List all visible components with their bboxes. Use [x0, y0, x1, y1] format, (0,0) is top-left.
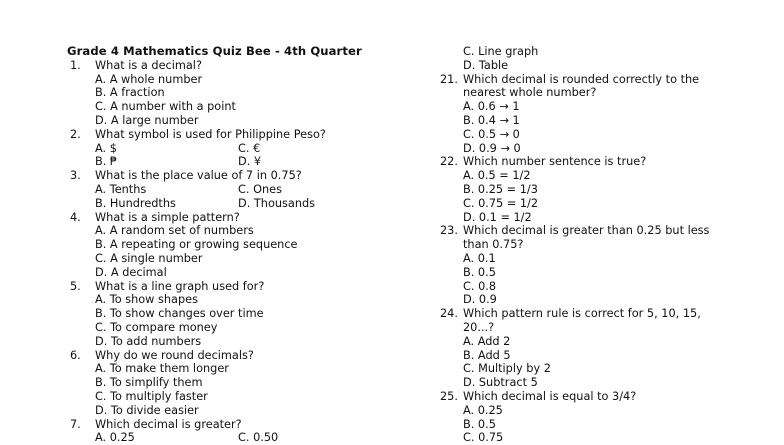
question-text: What is a decimal?	[95, 58, 202, 72]
option: B. 0.5	[463, 265, 496, 279]
question-23	[440, 224, 740, 238]
question-6	[67, 349, 427, 363]
option: B. 0.4 → 1	[463, 113, 520, 127]
option: D. 0.1 = 1/2	[463, 210, 532, 224]
question-text-continued: nearest whole number?	[463, 86, 597, 100]
option: B. 0.5	[463, 417, 496, 431]
option: C. A number with a point	[95, 100, 236, 114]
question-22	[440, 155, 740, 169]
right-column	[440, 45, 740, 445]
question-text: What symbol is used for Philippine Peso?	[95, 127, 326, 141]
question-number: 22.	[440, 155, 458, 169]
question-text: Which number sentence is true?	[463, 155, 647, 169]
option-row	[67, 155, 427, 169]
question-number: 3.	[70, 169, 81, 183]
question-text: Why do we round decimals?	[95, 348, 254, 362]
option: A. 0.1	[463, 251, 496, 265]
option: B. 0.25 = 1/3	[463, 182, 538, 196]
option: C. 0.8	[463, 279, 497, 293]
option-row	[67, 142, 427, 156]
option: C. 0.75	[463, 431, 504, 445]
option: A. 0.6 → 1	[463, 100, 520, 114]
question-text: Which decimal is greater than 0.25 but less	[463, 224, 710, 238]
option: C. 0.50	[238, 431, 279, 445]
option: D. 0.9	[463, 293, 497, 307]
question-text-continued: than 0.75?	[463, 238, 524, 252]
question-number: 21.	[440, 72, 458, 86]
option: A. A whole number	[95, 72, 203, 86]
option: C. To compare money	[95, 320, 218, 334]
option: A. Add 2	[463, 334, 511, 348]
question-text-continued: 20...?	[463, 320, 495, 334]
question-3	[67, 169, 427, 183]
option: D. Thousands	[238, 196, 316, 210]
option: D. A large number	[95, 113, 199, 127]
question-21	[440, 73, 740, 87]
question-text: What is the place value of 7 in 0.75?	[95, 169, 302, 183]
question-7	[67, 418, 427, 432]
question-4	[67, 211, 427, 225]
option-row	[67, 183, 427, 197]
option: C. Line graph	[463, 45, 539, 58]
question-text: Which decimal is greater?	[95, 417, 242, 431]
question-number: 6.	[70, 348, 81, 362]
option: C. Multiply by 2	[463, 362, 551, 376]
option: C. To multiply faster	[95, 389, 208, 403]
option: C. 0.75 = 1/2	[463, 196, 539, 210]
option: D. To add numbers	[95, 334, 202, 348]
document-title: Grade 4 Mathematics Quiz Bee - 4th Quarter	[67, 44, 362, 58]
question-number: 5.	[70, 279, 81, 293]
question-text: Which pattern rule is correct for 5, 10, 15,	[463, 307, 701, 321]
question-5	[67, 280, 427, 294]
question-number: 25.	[440, 389, 458, 403]
option: A. To show shapes	[95, 293, 198, 307]
option: B. A fraction	[95, 86, 165, 100]
option-row	[67, 431, 427, 445]
option: B. To show changes over time	[95, 307, 264, 321]
option: B. ₱	[95, 155, 118, 169]
option: A. $	[95, 141, 117, 155]
question-1	[67, 59, 427, 73]
question-text: What is a line graph used for?	[95, 279, 265, 293]
left-column	[67, 45, 427, 445]
option: C. €	[238, 141, 261, 155]
option: A. A random set of numbers	[95, 224, 254, 238]
option: C. Ones	[238, 182, 282, 196]
option: C. A single number	[95, 251, 203, 265]
question-25	[440, 390, 740, 404]
option: B. Hundredths	[95, 196, 176, 210]
question-text: Which decimal is rounded correctly to the	[463, 72, 700, 86]
question-number: 24.	[440, 307, 458, 321]
question-number: 2.	[70, 127, 81, 141]
option: B. To simplify them	[95, 376, 203, 390]
option: A. 0.25	[95, 431, 135, 445]
question-number: 7.	[70, 417, 81, 431]
question-text: Which decimal is equal to 3/4?	[463, 389, 637, 403]
option: A. To make them longer	[95, 362, 229, 376]
option: D. Table	[463, 58, 509, 72]
question-2	[67, 128, 427, 142]
option: A. 0.25	[463, 403, 503, 417]
question-number: 4.	[70, 210, 81, 224]
question-number: 1.	[70, 58, 81, 72]
option: A. 0.5 = 1/2	[463, 169, 531, 183]
question-24	[440, 307, 740, 321]
question-number: 23.	[440, 224, 458, 238]
option: C. 0.5 → 0	[463, 127, 520, 141]
question-text: What is a simple pattern?	[95, 210, 240, 224]
option: D. A decimal	[95, 265, 167, 279]
option: B. A repeating or growing sequence	[95, 238, 298, 252]
option: A. Tenths	[95, 182, 147, 196]
option-row	[67, 197, 427, 211]
option: D. Subtract 5	[463, 376, 538, 390]
option: D. 0.9 → 0	[463, 141, 521, 155]
option: D. ¥	[238, 155, 262, 169]
option: B. Add 5	[463, 348, 511, 362]
option: D. To divide easier	[95, 403, 199, 417]
